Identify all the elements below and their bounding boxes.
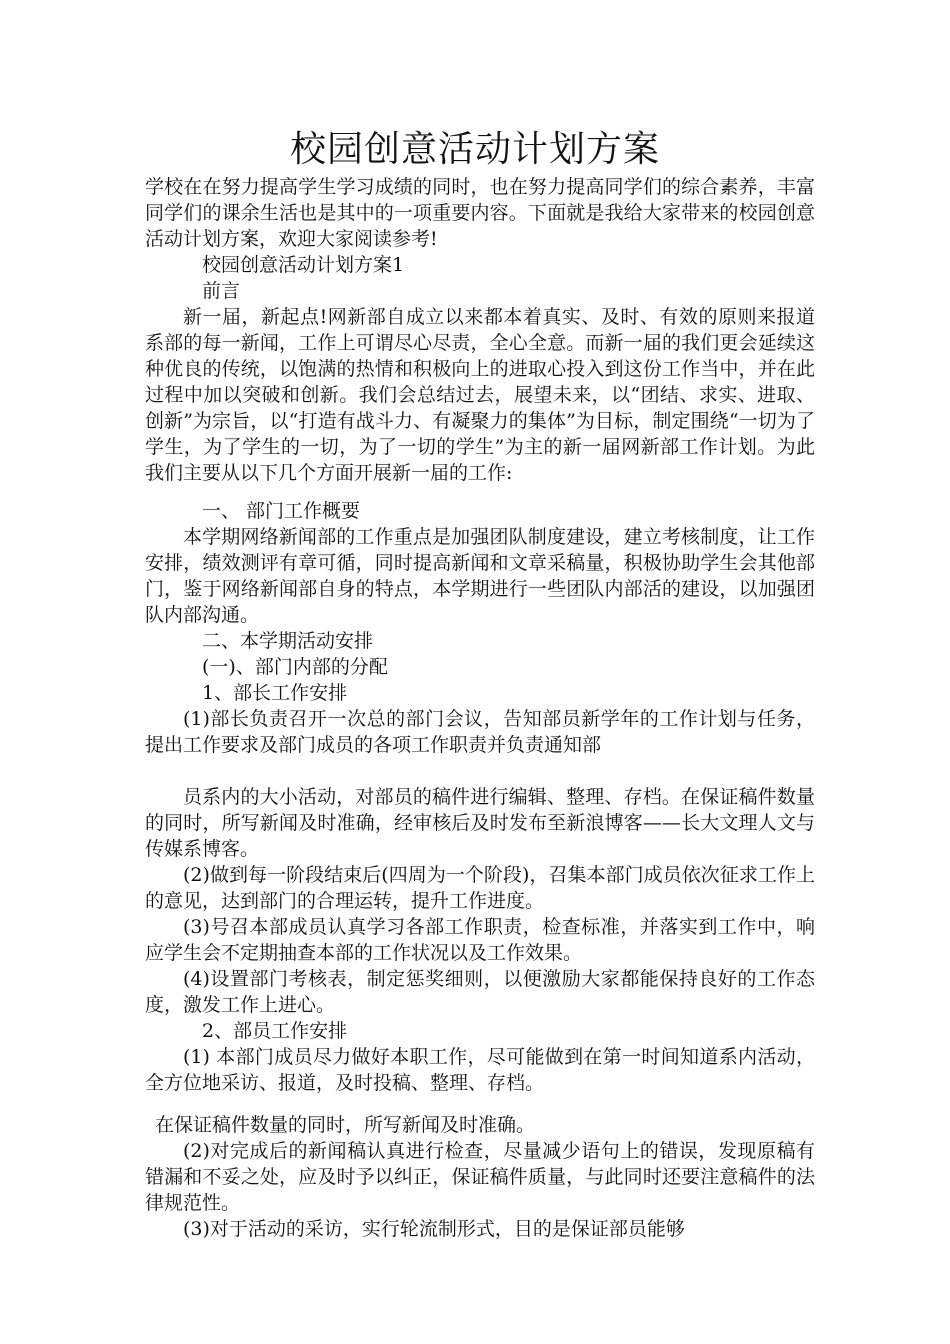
member3-paragraph: (3)对于活动的采访，实行轮流制形式，目的是保证部员能够 (183, 1218, 685, 1240)
preface-paragraph: 新一届，新起点!网新部自成立以来都本着真实、及时、有效的原则来报道系部的每一新闻，工作上可谓尽心尽责，全心全意。而新一届的我们更会延续这种优良的传统，以饱满的热情和积极向上的进取心投入到这份工作当中，并在此过程中加以突破和创新。我们会总结过去，展望未来，以“团结、求实、进取、创新”为宗旨，以“打造有战斗力、有凝聚力的集体”为目标，制定围绕“一切为了学生，为了学生的一切，为了一切的学生”为主的新一届网新部工作计划。为此我们主要从以下几个方面开展新一届的工作: (145, 306, 815, 484)
subsection1-1-heading: 1、部长工作安排 (202, 682, 348, 704)
member1-continuation: 在保证稿件数量的同时，所写新闻及时准确。 (155, 1114, 536, 1136)
section2-heading: 二、本学期活动安排 (202, 630, 374, 652)
item3-paragraph: (3)号召本部成员认真学习各部工作职责，检查标准，并落实到工作中，响应学生会不定期抽查本部的工作状况以及工作效果。 (145, 916, 815, 964)
plan-heading: 校园创意活动计划方案1 (202, 254, 405, 276)
document-title: 校园创意活动计划方案 (289, 129, 660, 170)
section1-paragraph: 本学期网络新闻部的工作重点是加强团队制度建设，建立考核制度，让工作安排，绩效测评有章可循，同时提高新闻和文章采稿量，积极协助学生会其他部门，鉴于网络新闻部自身的特点，本学期进行一些团队内部活的建设，以加强团队内部沟通。 (145, 526, 815, 626)
item2-paragraph: (2)做到每一阶段结束后(四周为一个阶段)，召集本部门成员依次征求工作上的意见，达到部门的合理运转，提升工作进度。 (145, 864, 815, 912)
member2-paragraph: (2)对完成后的新闻稿认真进行检查，尽量减少语句上的错误，发现原稿有错漏和不妥之处，应及时予以纠正，保证稿件质量，与此同时还要注意稿件的法律规范性。 (145, 1140, 815, 1214)
subsection1-heading: (一)、部门内部的分配 (202, 656, 388, 678)
section1-heading: 一、 部门工作概要 (202, 500, 361, 522)
item4-paragraph: (4)设置部门考核表，制定惩奖细则，以便激励大家都能保持良好的工作态度，激发工作上进心。 (145, 968, 815, 1016)
member1-paragraph: (1) 本部门成员尽力做好本职工作，尽可能做到在第一时间知道系内活动，全方位地采访、报道，及时投稿、整理、存档。 (145, 1046, 815, 1094)
preface-heading: 前言 (202, 280, 241, 302)
intro-paragraph: 学校在在努力提高学生学习成绩的同时，也在努力提高同学们的综合素养，丰富同学们的课余生活也是其中的一项重要内容。下面就是我给大家带来的校园创意活动计划方案，欢迎大家阅读参考! (145, 176, 815, 250)
item1-continuation: 员系内的大小活动，对部员的稿件进行编辑、整理、存档。在保证稿件数量的同时，所写新闻及时准确，经审核后及时发布至新浪博客——长大文理人文与传媒系博客。 (145, 786, 815, 860)
item1-paragraph: (1)部长负责召开一次总的部门会议，告知部员新学年的工作计划与任务，提出工作要求及部门成员的各项工作职责并负责通知部 (145, 708, 815, 756)
subsection1-2-heading: 2、部员工作安排 (202, 1020, 348, 1042)
